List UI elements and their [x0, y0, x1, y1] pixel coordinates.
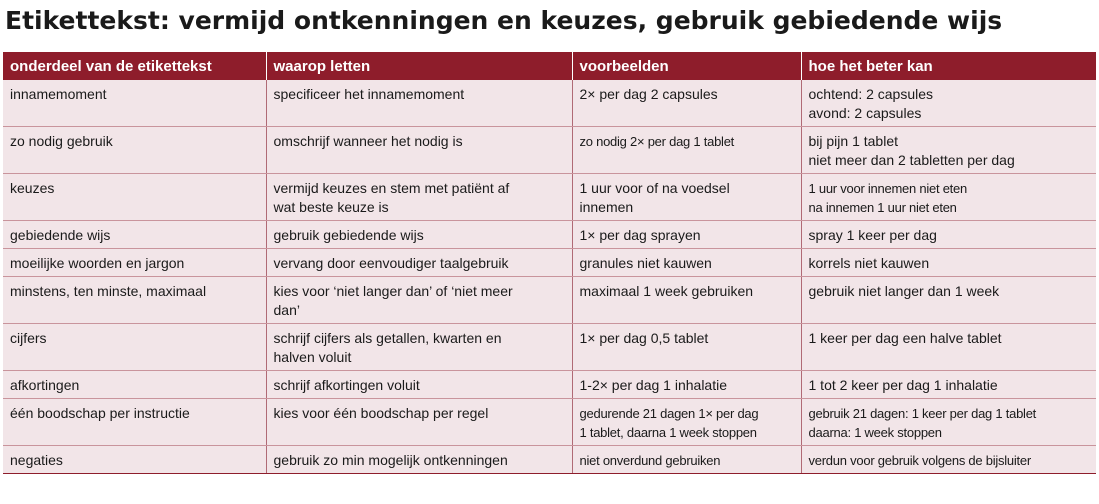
cell-text: 1 uur voor innemen niet eten: [808, 181, 967, 196]
cell-text: niet meer dan 2 tabletten per dag: [808, 152, 1015, 168]
cell-attention: [266, 399, 572, 446]
cell-text: moeilijke woorden en jargon: [10, 255, 185, 271]
cell-attention: [266, 249, 572, 277]
table-row: [3, 324, 1096, 371]
cell-text: keuzes: [10, 180, 55, 196]
cell-text: schrijf cijfers als getallen, kwarten en: [273, 330, 502, 346]
cell-text: gebruik 21 dagen: 1 keer per dag 1 tablet: [808, 406, 1037, 421]
table-header-row: [3, 52, 1096, 80]
cell-text: gebruik niet langer dan 1 week: [808, 283, 1000, 299]
column-header-attention: waarop letten: [266, 52, 572, 80]
table-row: [3, 446, 1096, 474]
cell-text: schrijf afkortingen voluit: [273, 377, 420, 393]
cell-example: [572, 446, 801, 474]
cell-text: 2× per dag 2 capsules: [579, 86, 718, 102]
cell-text: één boodschap per instructie: [10, 405, 190, 421]
cell-example: [572, 399, 801, 446]
page-title: Etikettekst: vermijd ontkenningen en keuzes, gebruik gebiedende wijs: [5, 6, 1003, 35]
cell-text: wat beste keuze is: [273, 199, 389, 215]
cell-text: omschrijf wanneer het nodig is: [273, 133, 463, 149]
cell-better: [801, 371, 1096, 399]
cell-part: [3, 80, 266, 127]
cell-text: 1 tablet, daarna 1 week stoppen: [579, 425, 757, 440]
cell-attention: [266, 80, 572, 127]
cell-text: dan’: [273, 302, 300, 318]
table-row: [3, 127, 1096, 174]
cell-text: gedurende 21 dagen 1× per dag: [579, 406, 759, 421]
cell-part: [3, 324, 266, 371]
cell-attention: [266, 371, 572, 399]
cell-better: [801, 174, 1096, 221]
cell-text: vervang door eenvoudiger taalgebruik: [273, 255, 509, 271]
cell-better: [801, 446, 1096, 474]
cell-text: verdun voor gebruik volgens de bijsluiter: [808, 453, 1031, 468]
cell-attention: [266, 127, 572, 174]
cell-example: [572, 127, 801, 174]
cell-text: kies voor ‘niet langer dan’ of ‘niet meer: [273, 283, 513, 299]
cell-better: [801, 80, 1096, 127]
cell-text: gebruik gebiedende wijs: [273, 227, 424, 243]
cell-example: [572, 324, 801, 371]
cell-text: vermijd keuzes en stem met patiënt af: [273, 180, 510, 196]
cell-text: specificeer het innamemoment: [273, 86, 465, 102]
cell-attention: [266, 174, 572, 221]
cell-text: na innemen 1 uur niet eten: [808, 200, 957, 215]
cell-attention: [266, 221, 572, 249]
column-header-part: onderdeel van de etikettekst: [3, 52, 266, 80]
cell-better: [801, 277, 1096, 324]
cell-text: innemen: [579, 199, 634, 215]
table-row: [3, 371, 1096, 399]
cell-text: korrels niet kauwen: [808, 255, 930, 271]
cell-attention: [266, 324, 572, 371]
cell-part: [3, 249, 266, 277]
cell-example: [572, 371, 801, 399]
cell-part: [3, 174, 266, 221]
cell-example: [572, 80, 801, 127]
cell-text: bij pijn 1 tablet: [808, 133, 899, 149]
cell-text: gebiedende wijs: [10, 227, 111, 243]
table-row: [3, 80, 1096, 127]
table-row: [3, 277, 1096, 324]
cell-text: zo nodig gebruik: [10, 133, 113, 149]
cell-text: 1 tot 2 keer per dag 1 inhalatie: [808, 377, 998, 393]
cell-text: 1× per dag 0,5 tablet: [579, 330, 709, 346]
cell-text: cijfers: [10, 330, 47, 346]
cell-text: gebruik zo min mogelijk ontkenningen: [273, 452, 508, 468]
cell-example: [572, 249, 801, 277]
cell-text: granules niet kauwen: [579, 255, 712, 271]
cell-text: 1 uur voor of na voedsel: [579, 180, 730, 196]
cell-part: [3, 127, 266, 174]
cell-text: 1 keer per dag een halve tablet: [808, 330, 1002, 346]
column-header-better: hoe het beter kan: [801, 52, 1096, 80]
cell-text: ochtend: 2 capsules: [808, 86, 934, 102]
label-text-table: [3, 52, 1096, 474]
column-header-examples: voorbeelden: [572, 52, 801, 80]
cell-text: niet onverdund gebruiken: [579, 453, 721, 468]
cell-text: maximaal 1 week gebruiken: [579, 283, 754, 299]
cell-text: avond: 2 capsules: [808, 105, 922, 121]
cell-part: [3, 371, 266, 399]
cell-text: 1× per dag sprayen: [579, 227, 701, 243]
table-row: [3, 249, 1096, 277]
cell-text: negaties: [10, 452, 63, 468]
cell-text: kies voor één boodschap per regel: [273, 405, 489, 421]
cell-text: zo nodig 2× per dag 1 tablet: [579, 134, 735, 149]
cell-text: innamemoment: [10, 86, 107, 102]
table-row: [3, 174, 1096, 221]
cell-part: [3, 277, 266, 324]
cell-attention: [266, 446, 572, 474]
cell-example: [572, 277, 801, 324]
cell-example: [572, 221, 801, 249]
cell-better: [801, 221, 1096, 249]
cell-example: [572, 174, 801, 221]
table-row: [3, 399, 1096, 446]
cell-text: daarna: 1 week stoppen: [808, 425, 942, 440]
cell-text: minstens, ten minste, maximaal: [10, 283, 207, 299]
cell-part: [3, 221, 266, 249]
cell-better: [801, 127, 1096, 174]
cell-text: halven voluit: [273, 349, 352, 365]
cell-part: [3, 446, 266, 474]
table-row: [3, 221, 1096, 249]
cell-text: afkortingen: [10, 377, 80, 393]
cell-better: [801, 399, 1096, 446]
cell-better: [801, 249, 1096, 277]
cell-better: [801, 324, 1096, 371]
cell-attention: [266, 277, 572, 324]
cell-text: spray 1 keer per dag: [808, 227, 937, 243]
cell-text: 1-2× per dag 1 inhalatie: [579, 377, 727, 393]
cell-part: [3, 399, 266, 446]
